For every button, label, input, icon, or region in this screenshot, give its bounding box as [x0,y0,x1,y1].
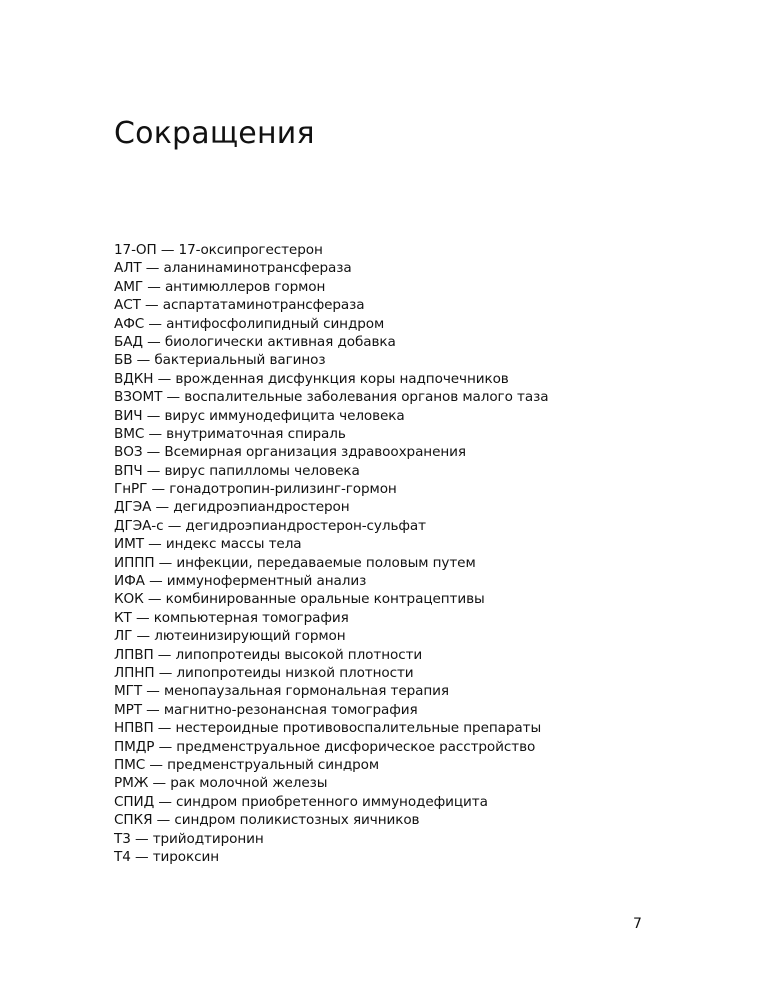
abbreviation-item: МГТ — менопаузальная гормональная терапия [114,683,449,700]
page-number: 7 [633,916,642,932]
abbreviation-item: АФС — антифосфолипидный синдром [114,315,385,332]
abbreviation-item: КОК — комбинированные оральные контрацептивы [114,591,485,608]
page-title: Сокращения [114,116,315,151]
abbreviation-item: ИФА — иммуноферментный анализ [114,573,367,590]
abbreviation-item: БВ — бактериальный вагиноз [114,352,326,369]
abbreviation-item: ПМДР — предменструальное дисфорическое расстройство [114,738,536,755]
abbreviation-item: Т3 — трийодтиронин [114,830,264,847]
abbreviation-item: АЛТ — аланинаминотрансфераза [114,260,352,277]
abbreviation-item: ВДКН — врожденная дисфункция коры надпочечников [114,370,509,387]
abbreviation-item: ИМТ — индекс массы тела [114,536,302,553]
abbreviation-list [114,241,548,866]
abbreviation-item: БАД — биологически активная добавка [114,333,396,350]
abbreviation-item: ЛПНП — липопротеиды низкой плотности [114,664,414,681]
abbreviation-item: СПКЯ — синдром поликистозных яичников [114,812,420,829]
abbreviation-item: ПМС — предменструальный синдром [114,756,380,773]
abbreviation-item: НПВП — нестероидные противовоспалительные препараты [114,720,542,737]
abbreviation-item: АСТ — аспартатаминотрансфераза [114,297,365,314]
abbreviation-item: ГнРГ — гонадотропин-рилизинг-гормон [114,481,397,498]
abbreviation-item: ВЗОМТ — воспалительные заболевания органов малого таза [114,389,549,406]
abbreviation-item: ЛПВП — липопротеиды высокой плотности [114,646,423,663]
abbreviation-item: ВМС — внутриматочная спираль [114,425,346,442]
abbreviation-item: ВОЗ — Всемирная организация здравоохранения [114,444,466,461]
abbreviation-item: СПИД — синдром приобретенного иммунодефицита [114,793,488,810]
abbreviation-item: АМГ — антимюллеров гормон [114,278,326,295]
abbreviation-item: ЛГ — лютеинизирующий гормон [114,628,346,645]
abbreviation-item: МРТ — магнитно-резонансная томография [114,701,418,718]
abbreviation-item: 17-ОП — 17-оксипрогестерон [114,242,323,258]
abbreviation-item: ИППП — инфекции, передаваемые половым путем [114,554,476,571]
abbreviation-item: Т4 — тироксин [114,848,219,865]
abbreviation-item: ВИЧ — вирус иммунодефицита человека [114,407,405,424]
abbreviation-item: РМЖ — рак молочной железы [114,775,328,792]
abbreviation-item: ДГЭА-с — дегидроэпиандростерон-сульфат [114,517,426,534]
abbreviation-item: ДГЭА — дегидроэпиандростерон [114,499,350,516]
abbreviation-item: ВПЧ — вирус папилломы человека [114,462,360,479]
abbreviation-item: КТ — компьютерная томография [114,609,349,626]
